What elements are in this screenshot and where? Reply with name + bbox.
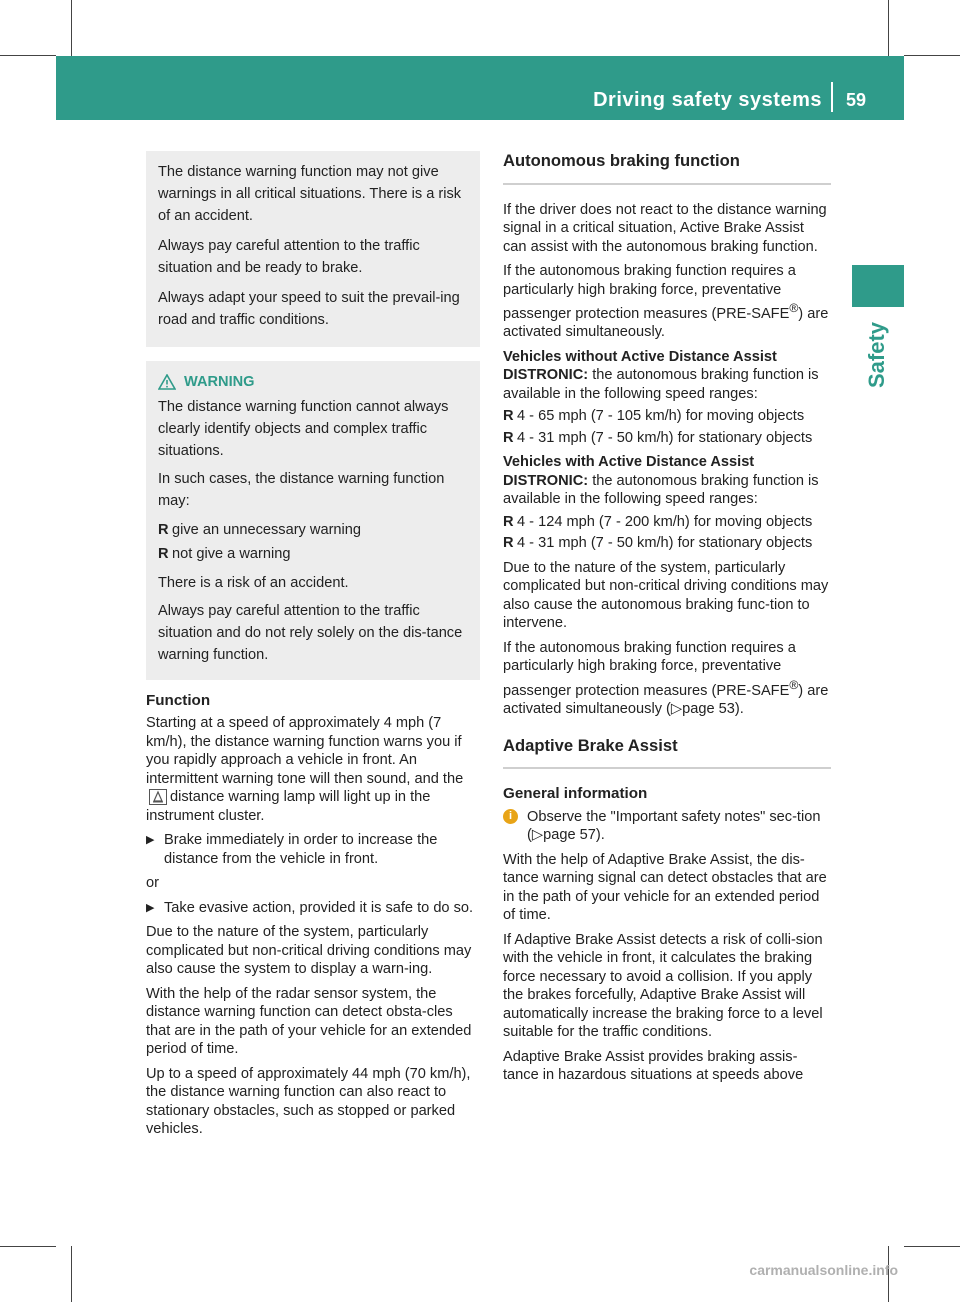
section-heading: Autonomous braking function — [503, 151, 740, 170]
header-divider — [831, 82, 833, 112]
section-heading-block — [503, 737, 831, 770]
instruction-step: ▶ Brake immediately in order to increase the distance from the vehicle in front. — [146, 832, 438, 867]
cross-reference-arrow-icon: ▷ — [670, 701, 683, 718]
body-paragraph: or — [146, 875, 159, 891]
body-paragraph: With the help of Adaptive Brake Assist, the dis-tance warning signal can detect obstacles that are in the path of your vehicle for an extended period of time. — [503, 851, 827, 924]
section-tab-label: Safety — [864, 321, 889, 389]
body-paragraph: Vehicles with Active Distance Assist DISTRONIC: the autonomous braking function is available in the following speed ranges: — [503, 454, 819, 508]
body-paragraph: Adaptive Brake Assist provides braking assis-tance in hazardous situations at speeds above — [503, 1048, 804, 1084]
body-paragraph: Due to the nature of the system, particularly complicated but non-critical driving conditions may also cause the system to display a warn-ing. — [146, 924, 472, 977]
body-paragraph: Starting at a speed of approximately 4 mph (7 km/h), the distance warning function warns you if you rapidly approach a vehicle in front. An intermittent warning tone will then sound, and the distance warning lamp will light up in the instrument cluster. — [146, 715, 464, 824]
speed-range-list — [503, 513, 831, 553]
instruction-step: ▶ Take evasive action, provided it is safe to do so. — [146, 899, 474, 916]
list-item: R give an unnecessary warning — [158, 518, 468, 542]
list-item: R 4 - 124 mph (7 - 200 km/h) for moving objects — [503, 513, 813, 530]
warning-list — [158, 518, 468, 566]
step-arrow-icon: ▶ — [146, 834, 155, 846]
section-heading: Adaptive Brake Assist — [503, 735, 678, 755]
step-arrow-icon: ▶ — [146, 901, 155, 914]
info-paragraph: Always pay careful attention to the traffic situation and be ready to brake. — [158, 238, 420, 276]
watermark-text: carmanualsonline.info — [749, 1262, 898, 1278]
body-paragraph: Due to the nature of the system, particularly complicated but non-critical driving conditions may also cause the autonomous braking func-tion to intervene. — [503, 559, 829, 632]
left-column — [146, 151, 480, 1145]
info-box — [146, 151, 480, 347]
list-item: R 4 - 31 mph (7 - 50 km/h) for stationary objects — [503, 535, 813, 552]
info-paragraph: Always adapt your speed to suit the prevail-ing road and traffic conditions. — [158, 290, 460, 328]
body-paragraph: With the help of the radar sensor system, the distance warning function can detect obsta-cles that are in the path of your vehicle for an extended period of time. — [146, 985, 472, 1057]
body-paragraph: If the autonomous braking function requires a particularly high braking force, preventative passenger protection measures (PRE-SAFE®) are activated simultaneously (▷page 53). — [503, 639, 829, 718]
warning-paragraph: In such cases, the distance warning function may: — [158, 470, 445, 509]
body-paragraph: If the autonomous braking function requires a particularly high braking force, preventative passenger protection measures (PRE-SAFE®) are activated simultaneously. — [503, 263, 829, 341]
cross-reference-arrow-icon: ▷ — [531, 827, 544, 844]
warning-paragraph: The distance warning function cannot always clearly identify objects and complex traffic situations. — [158, 398, 449, 459]
info-paragraph: The distance warning function may not give warnings in all critical situations. There is a risk of an accident. — [158, 164, 462, 224]
distance-warning-lamp-icon — [149, 789, 167, 805]
speed-range-list — [503, 407, 831, 447]
body-paragraph: Vehicles without Active Distance Assist DISTRONIC: the autonomous braking function is available in the following speed ranges: — [503, 348, 819, 402]
warning-box — [146, 361, 480, 680]
section-tab-marker — [852, 265, 904, 307]
bullet-marker: R — [158, 521, 169, 538]
crop-mark — [0, 55, 56, 56]
crop-mark — [888, 0, 889, 56]
bullet-marker: R — [503, 429, 514, 446]
right-column — [503, 152, 831, 1091]
list-item: R not give a warning — [158, 542, 468, 566]
body-paragraph: If the driver does not react to the distance warning signal in a critical situation, Active Brake Assist can assist with the autonomous braking function. — [503, 201, 827, 255]
warning-paragraph: There is a risk of an accident. — [158, 574, 349, 591]
info-icon: i — [503, 809, 518, 824]
page-title: Driving safety systems — [593, 89, 822, 111]
crop-mark — [0, 1246, 56, 1247]
bullet-marker: R — [503, 513, 514, 530]
bullet-marker: R — [503, 535, 514, 552]
info-note: i Observe the "Important safety notes" sec-tion (▷page 57). — [503, 808, 831, 845]
page-number: 59 — [846, 90, 867, 110]
subsection-heading: General information — [503, 785, 648, 803]
section-heading: Function — [146, 691, 211, 709]
bullet-marker: R — [503, 408, 514, 425]
warning-triangle-icon — [158, 374, 176, 390]
page-reference-link[interactable]: page 53 — [682, 701, 735, 718]
crop-mark — [904, 1246, 960, 1247]
crop-mark — [71, 1246, 72, 1302]
list-item: R 4 - 31 mph (7 - 50 km/h) for stationary objects — [503, 429, 813, 446]
warning-heading — [158, 373, 468, 392]
warning-title: WARNING — [184, 374, 255, 390]
body-paragraph: If Adaptive Brake Assist detects a risk of colli-sion with the vehicle in front, it calculates the braking force necessary to avoid a collision. If you apply the brakes forcefully, Adaptive Brake Assist will automatically increase the braking force to a level suitable for the traffic conditions. — [503, 931, 823, 1041]
crop-mark — [71, 0, 72, 56]
section-heading-block — [503, 152, 831, 185]
crop-mark — [904, 55, 960, 56]
warning-paragraph: Always pay careful attention to the traffic situation and do not rely solely on the dis-tance warning function. — [158, 602, 463, 663]
bullet-marker: R — [158, 545, 169, 562]
body-paragraph: Up to a speed of approximately 44 mph (70 km/h), the distance warning function can also react to stationary obstacles, such as stopped or parked vehicles. — [146, 1065, 471, 1137]
list-item: R 4 - 65 mph (7 - 105 km/h) for moving objects — [503, 408, 805, 425]
page-reference-link[interactable]: page 57 — [543, 827, 596, 844]
